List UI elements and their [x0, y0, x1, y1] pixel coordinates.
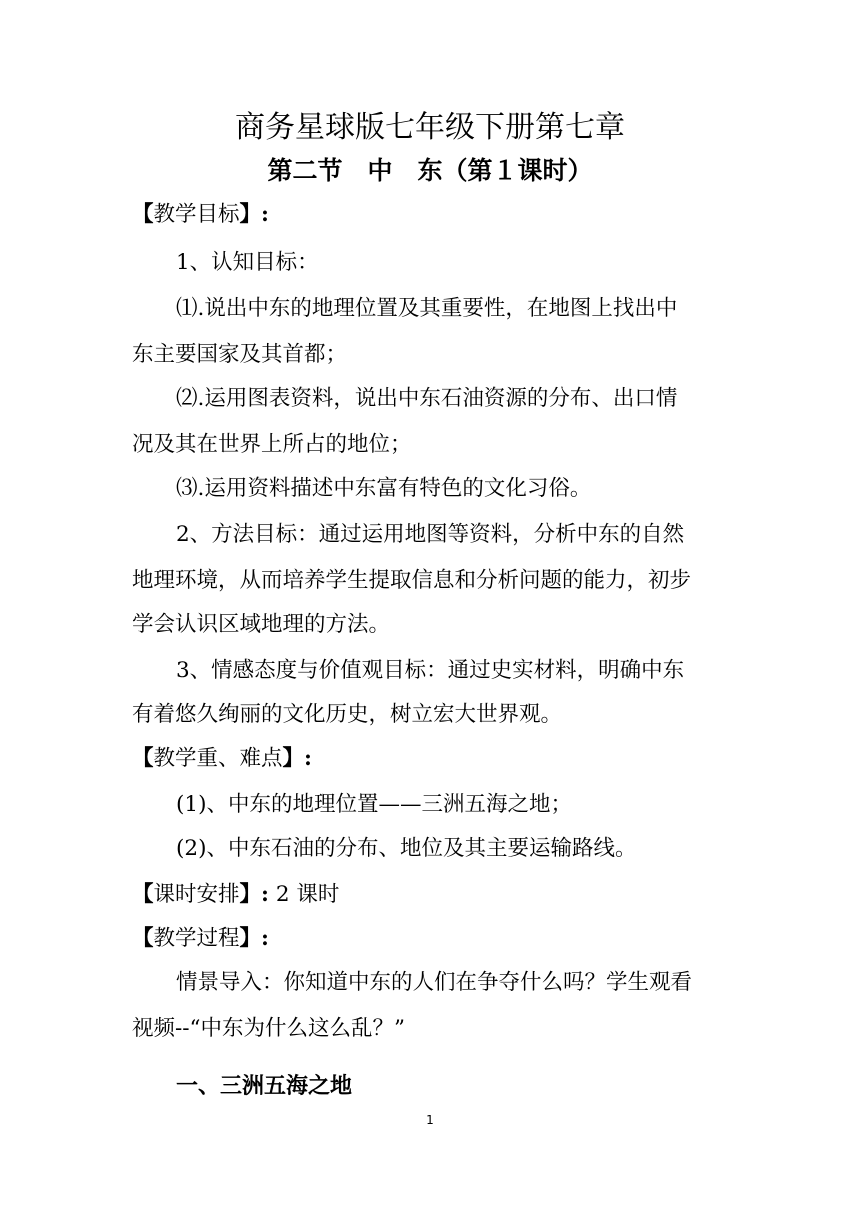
section-1-heading: 一、三洲五海之地	[176, 1074, 353, 1099]
method-objective-line-1: 2、方法目标：通过运用地图等资料，分析中东的自然	[176, 522, 685, 547]
key-point-2: (2)、中东石油的分布、地位及其主要运输路线。	[176, 836, 637, 861]
document-subtitle: 第二节 中 东（第１课时）	[267, 156, 593, 185]
objectives-label: 【教学目标】:	[132, 202, 269, 227]
cognitive-objective-heading: 1、认知目标：	[176, 250, 319, 275]
objective-item-1-line-2: 东主要国家及其首都；	[132, 342, 348, 367]
objective-item-2-line-2: 况及其在世界上所占的地位；	[132, 432, 412, 457]
method-objective-line-2: 地理环境，从而培养学生提取信息和分析问题的能力，初步	[132, 568, 692, 593]
document-title: 商务星球版七年级下册第七章	[235, 110, 625, 145]
method-objective-line-3: 学会认识区域地理的方法。	[132, 612, 391, 637]
schedule-value: 2 课时	[268, 882, 340, 907]
objective-item-1-line-1: ⑴.说出中东的地理位置及其重要性，在地图上找出中	[176, 296, 678, 321]
key-point-1: (1)、中东的地理位置——三洲五海之地；	[176, 792, 572, 817]
key-points-label: 【教学重、难点】:	[132, 746, 312, 771]
intro-line-1: 情景导入：你知道中东的人们在争夺什么吗？学生观看	[176, 970, 693, 995]
page-number: 1	[426, 1113, 434, 1127]
objective-item-2-line-1: ⑵.运用图表资料，说出中东石油资源的分布、出口情	[176, 386, 678, 411]
process-label: 【教学过程】:	[132, 926, 269, 951]
intro-line-2: 视频--“中东为什么这么乱？”	[132, 1016, 406, 1041]
schedule-line: 【课时安排】: 2 课时	[132, 882, 340, 907]
emotion-objective-line-1: 3、情感态度与价值观目标：通过史实材料，明确中东	[176, 658, 685, 683]
objective-item-3: ⑶.运用资料描述中东富有特色的文化习俗。	[176, 476, 592, 501]
emotion-objective-line-2: 有着悠久绚丽的文化历史，树立宏大世界观。	[132, 702, 563, 727]
